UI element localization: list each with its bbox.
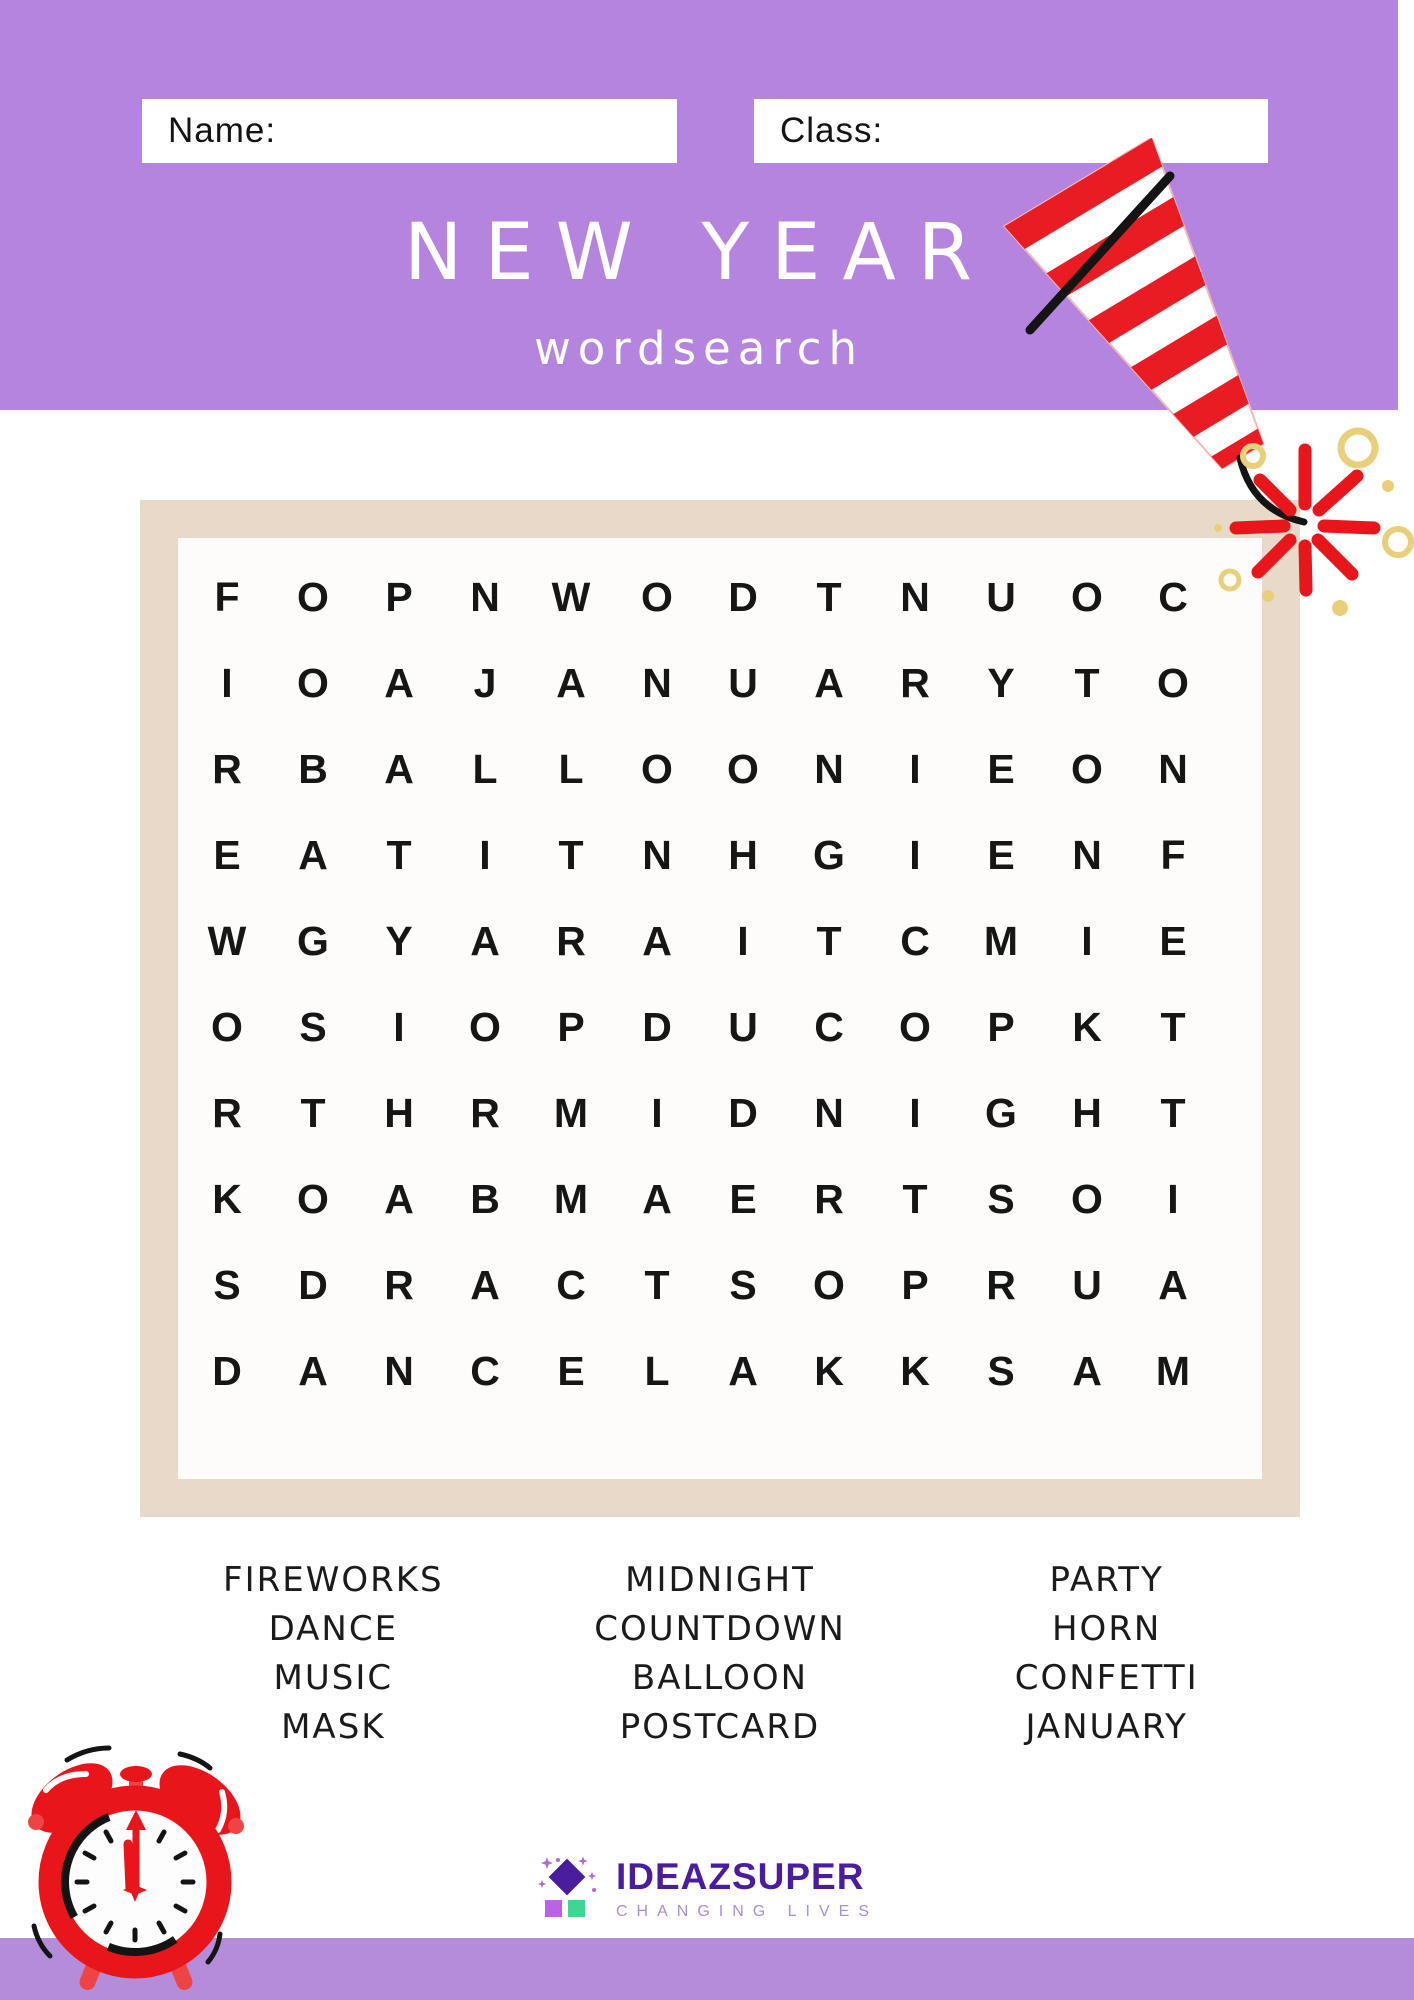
word-list-item: CONFETTI — [1014, 1658, 1199, 1698]
grid-letter: T — [1074, 659, 1100, 706]
grid-letter: O — [727, 745, 759, 792]
grid-letter: I — [909, 831, 921, 878]
grid-letter: T — [558, 831, 584, 878]
grid-letter: I — [909, 745, 921, 792]
grid-letter: T — [644, 1261, 670, 1308]
grid-letter: A — [556, 659, 586, 706]
grid-letter: U — [728, 1003, 758, 1050]
grid-letter: L — [644, 1347, 670, 1394]
grid-letter: O — [641, 745, 673, 792]
grid-letter: I — [909, 1089, 921, 1136]
word-list-item: BALLOON — [631, 1658, 809, 1698]
grid-letter: C — [814, 1003, 844, 1050]
grid-letter: R — [814, 1175, 844, 1222]
grid-letter: T — [300, 1089, 326, 1136]
grid-letter: O — [297, 1175, 329, 1222]
logo-tagline: CHANGING LIVES — [615, 1903, 879, 1920]
grid-letter: S — [299, 1003, 327, 1050]
grid-letter: E — [213, 831, 241, 878]
logo-green-square — [568, 1900, 585, 1917]
grid-letter: I — [393, 1003, 405, 1050]
grid-letter: O — [1071, 573, 1103, 620]
word-list-column — [140, 1556, 527, 1752]
logo-purple-square — [545, 1900, 562, 1917]
word-list-item: FIREWORKS — [223, 1560, 444, 1600]
grid-letter: O — [1071, 1175, 1103, 1222]
grid-letter: M — [553, 1089, 589, 1136]
grid-letter: I — [479, 831, 491, 878]
grid-letter: B — [298, 745, 328, 792]
grid-letter: T — [816, 573, 842, 620]
grid-letter: A — [728, 1347, 758, 1394]
grid-letter: D — [728, 1089, 758, 1136]
grid-letter: E — [557, 1347, 585, 1394]
grid-letter: T — [1160, 1003, 1186, 1050]
grid-letter: N — [814, 745, 844, 792]
grid-letter: K — [212, 1175, 242, 1222]
grid-letter: W — [551, 573, 591, 620]
grid-letter: R — [212, 1089, 242, 1136]
grid-letter: P — [385, 573, 413, 620]
grid-letter: M — [983, 917, 1019, 964]
wordsearch-grid — [178, 538, 1262, 1479]
grid-letter: I — [1081, 917, 1093, 964]
grid-letter: R — [470, 1089, 500, 1136]
grid-letter: G — [297, 917, 329, 964]
grid-letter: A — [470, 917, 500, 964]
grid-letter: S — [729, 1261, 757, 1308]
grid-letter: O — [813, 1261, 845, 1308]
grid-letter: H — [728, 831, 758, 878]
grid-letter: A — [298, 831, 328, 878]
grid-letter: M — [1155, 1347, 1191, 1394]
grid-letter: G — [813, 831, 845, 878]
grid-letter: N — [1072, 831, 1102, 878]
grid-letter: U — [986, 573, 1016, 620]
grid-letter: O — [1157, 659, 1189, 706]
word-list-item: POSTCARD — [619, 1707, 821, 1747]
grid-letter: T — [816, 917, 842, 964]
grid-letter: D — [298, 1261, 328, 1308]
grid-letter: O — [641, 573, 673, 620]
grid-letter: L — [472, 745, 498, 792]
grid-letter: C — [470, 1347, 500, 1394]
grid-letter: N — [470, 573, 500, 620]
grid-letter: A — [470, 1261, 500, 1308]
grid-letter: N — [814, 1089, 844, 1136]
grid-letter: P — [901, 1261, 929, 1308]
grid-letter: G — [985, 1089, 1017, 1136]
grid-letter: C — [1158, 573, 1188, 620]
grid-letter: I — [221, 659, 233, 706]
grid-letter: N — [642, 831, 672, 878]
grid-letter: N — [384, 1347, 414, 1394]
grid-letter: C — [900, 917, 930, 964]
word-list-item: COUNTDOWN — [594, 1609, 846, 1649]
grid-letter: K — [1072, 1003, 1102, 1050]
word-list-column — [527, 1556, 914, 1752]
grid-letter: T — [1160, 1089, 1186, 1136]
alarm-clock-illustration — [12, 1738, 264, 1996]
logo-text: IDEAZSUPER — [615, 1856, 865, 1897]
grid-letter: N — [900, 573, 930, 620]
grid-letter: D — [642, 1003, 672, 1050]
grid-letter: E — [987, 745, 1015, 792]
grid-letter: A — [384, 1175, 414, 1222]
puzzle-frame — [140, 500, 1300, 1517]
grid-letter: T — [386, 831, 412, 878]
grid-letter: D — [728, 573, 758, 620]
grid-letter: S — [987, 1175, 1015, 1222]
grid-letter: A — [1158, 1261, 1188, 1308]
grid-letter: W — [207, 917, 247, 964]
word-list-item: JANUARY — [1025, 1707, 1188, 1747]
grid-letter: L — [558, 745, 584, 792]
grid-letter: A — [1072, 1347, 1102, 1394]
grid-letter: R — [900, 659, 930, 706]
word-list-item: DANCE — [268, 1609, 399, 1649]
grid-letter: E — [1159, 917, 1187, 964]
grid-letter: O — [469, 1003, 501, 1050]
logo-diamond — [549, 1859, 586, 1896]
grid-letter: F — [214, 573, 240, 620]
grid-letter: O — [211, 1003, 243, 1050]
grid-letter: O — [1071, 745, 1103, 792]
word-list-item: MASK — [281, 1707, 386, 1747]
grid-letter: R — [556, 917, 586, 964]
word-list — [140, 1556, 1300, 1752]
grid-letter: A — [298, 1347, 328, 1394]
grid-letter: O — [899, 1003, 931, 1050]
page-title: NEW YEAR — [403, 208, 995, 298]
name-label: Name: — [168, 111, 277, 150]
grid-letter: K — [900, 1347, 930, 1394]
grid-letter: H — [1072, 1089, 1102, 1136]
firecracker-rocket-illustration — [968, 138, 1414, 638]
grid-letter: K — [814, 1347, 844, 1394]
grid-letter: S — [987, 1347, 1015, 1394]
grid-letter: N — [1158, 745, 1188, 792]
grid-letter: H — [384, 1089, 414, 1136]
word-list-column — [913, 1556, 1300, 1752]
grid-letter: P — [987, 1003, 1015, 1050]
grid-letter: E — [729, 1175, 757, 1222]
grid-letter: M — [553, 1175, 589, 1222]
grid-letter: Y — [385, 917, 413, 964]
page-subtitle: wordsearch — [533, 322, 865, 375]
grid-letter: B — [470, 1175, 500, 1222]
grid-letter: C — [556, 1261, 586, 1308]
grid-letter: U — [1072, 1261, 1102, 1308]
class-label: Class: — [780, 111, 884, 150]
grid-letter: R — [986, 1261, 1016, 1308]
grid-letter: Y — [987, 659, 1015, 706]
grid-letter: O — [297, 573, 329, 620]
word-list-item: MUSIC — [273, 1658, 394, 1698]
grid-letter: U — [728, 659, 758, 706]
grid-letter: D — [212, 1347, 242, 1394]
grid-letter: A — [814, 659, 844, 706]
grid-letter: I — [651, 1089, 663, 1136]
rocket-cone — [997, 138, 1327, 509]
word-list-item: HORN — [1051, 1609, 1162, 1649]
grid-letter: T — [902, 1175, 928, 1222]
grid-letter: O — [297, 659, 329, 706]
logo-mark-icon — [536, 1856, 602, 1922]
name-field[interactable] — [142, 99, 677, 163]
grid-letter: R — [212, 745, 242, 792]
grid-letter: A — [642, 1175, 672, 1222]
grid-letter: E — [987, 831, 1015, 878]
grid-letter: P — [557, 1003, 585, 1050]
grid-letter: J — [473, 659, 497, 706]
grid-letter: A — [642, 917, 672, 964]
grid-letter: S — [213, 1261, 241, 1308]
grid-letter: A — [384, 659, 414, 706]
word-list-item: MIDNIGHT — [625, 1560, 815, 1600]
grid-letter: I — [1167, 1175, 1179, 1222]
grid-letter: I — [737, 917, 749, 964]
grid-letter: F — [1160, 831, 1186, 878]
grid-letter: N — [642, 659, 672, 706]
word-list-item: PARTY — [1049, 1560, 1164, 1600]
grid-letter: A — [384, 745, 414, 792]
grid-letter: R — [384, 1261, 414, 1308]
